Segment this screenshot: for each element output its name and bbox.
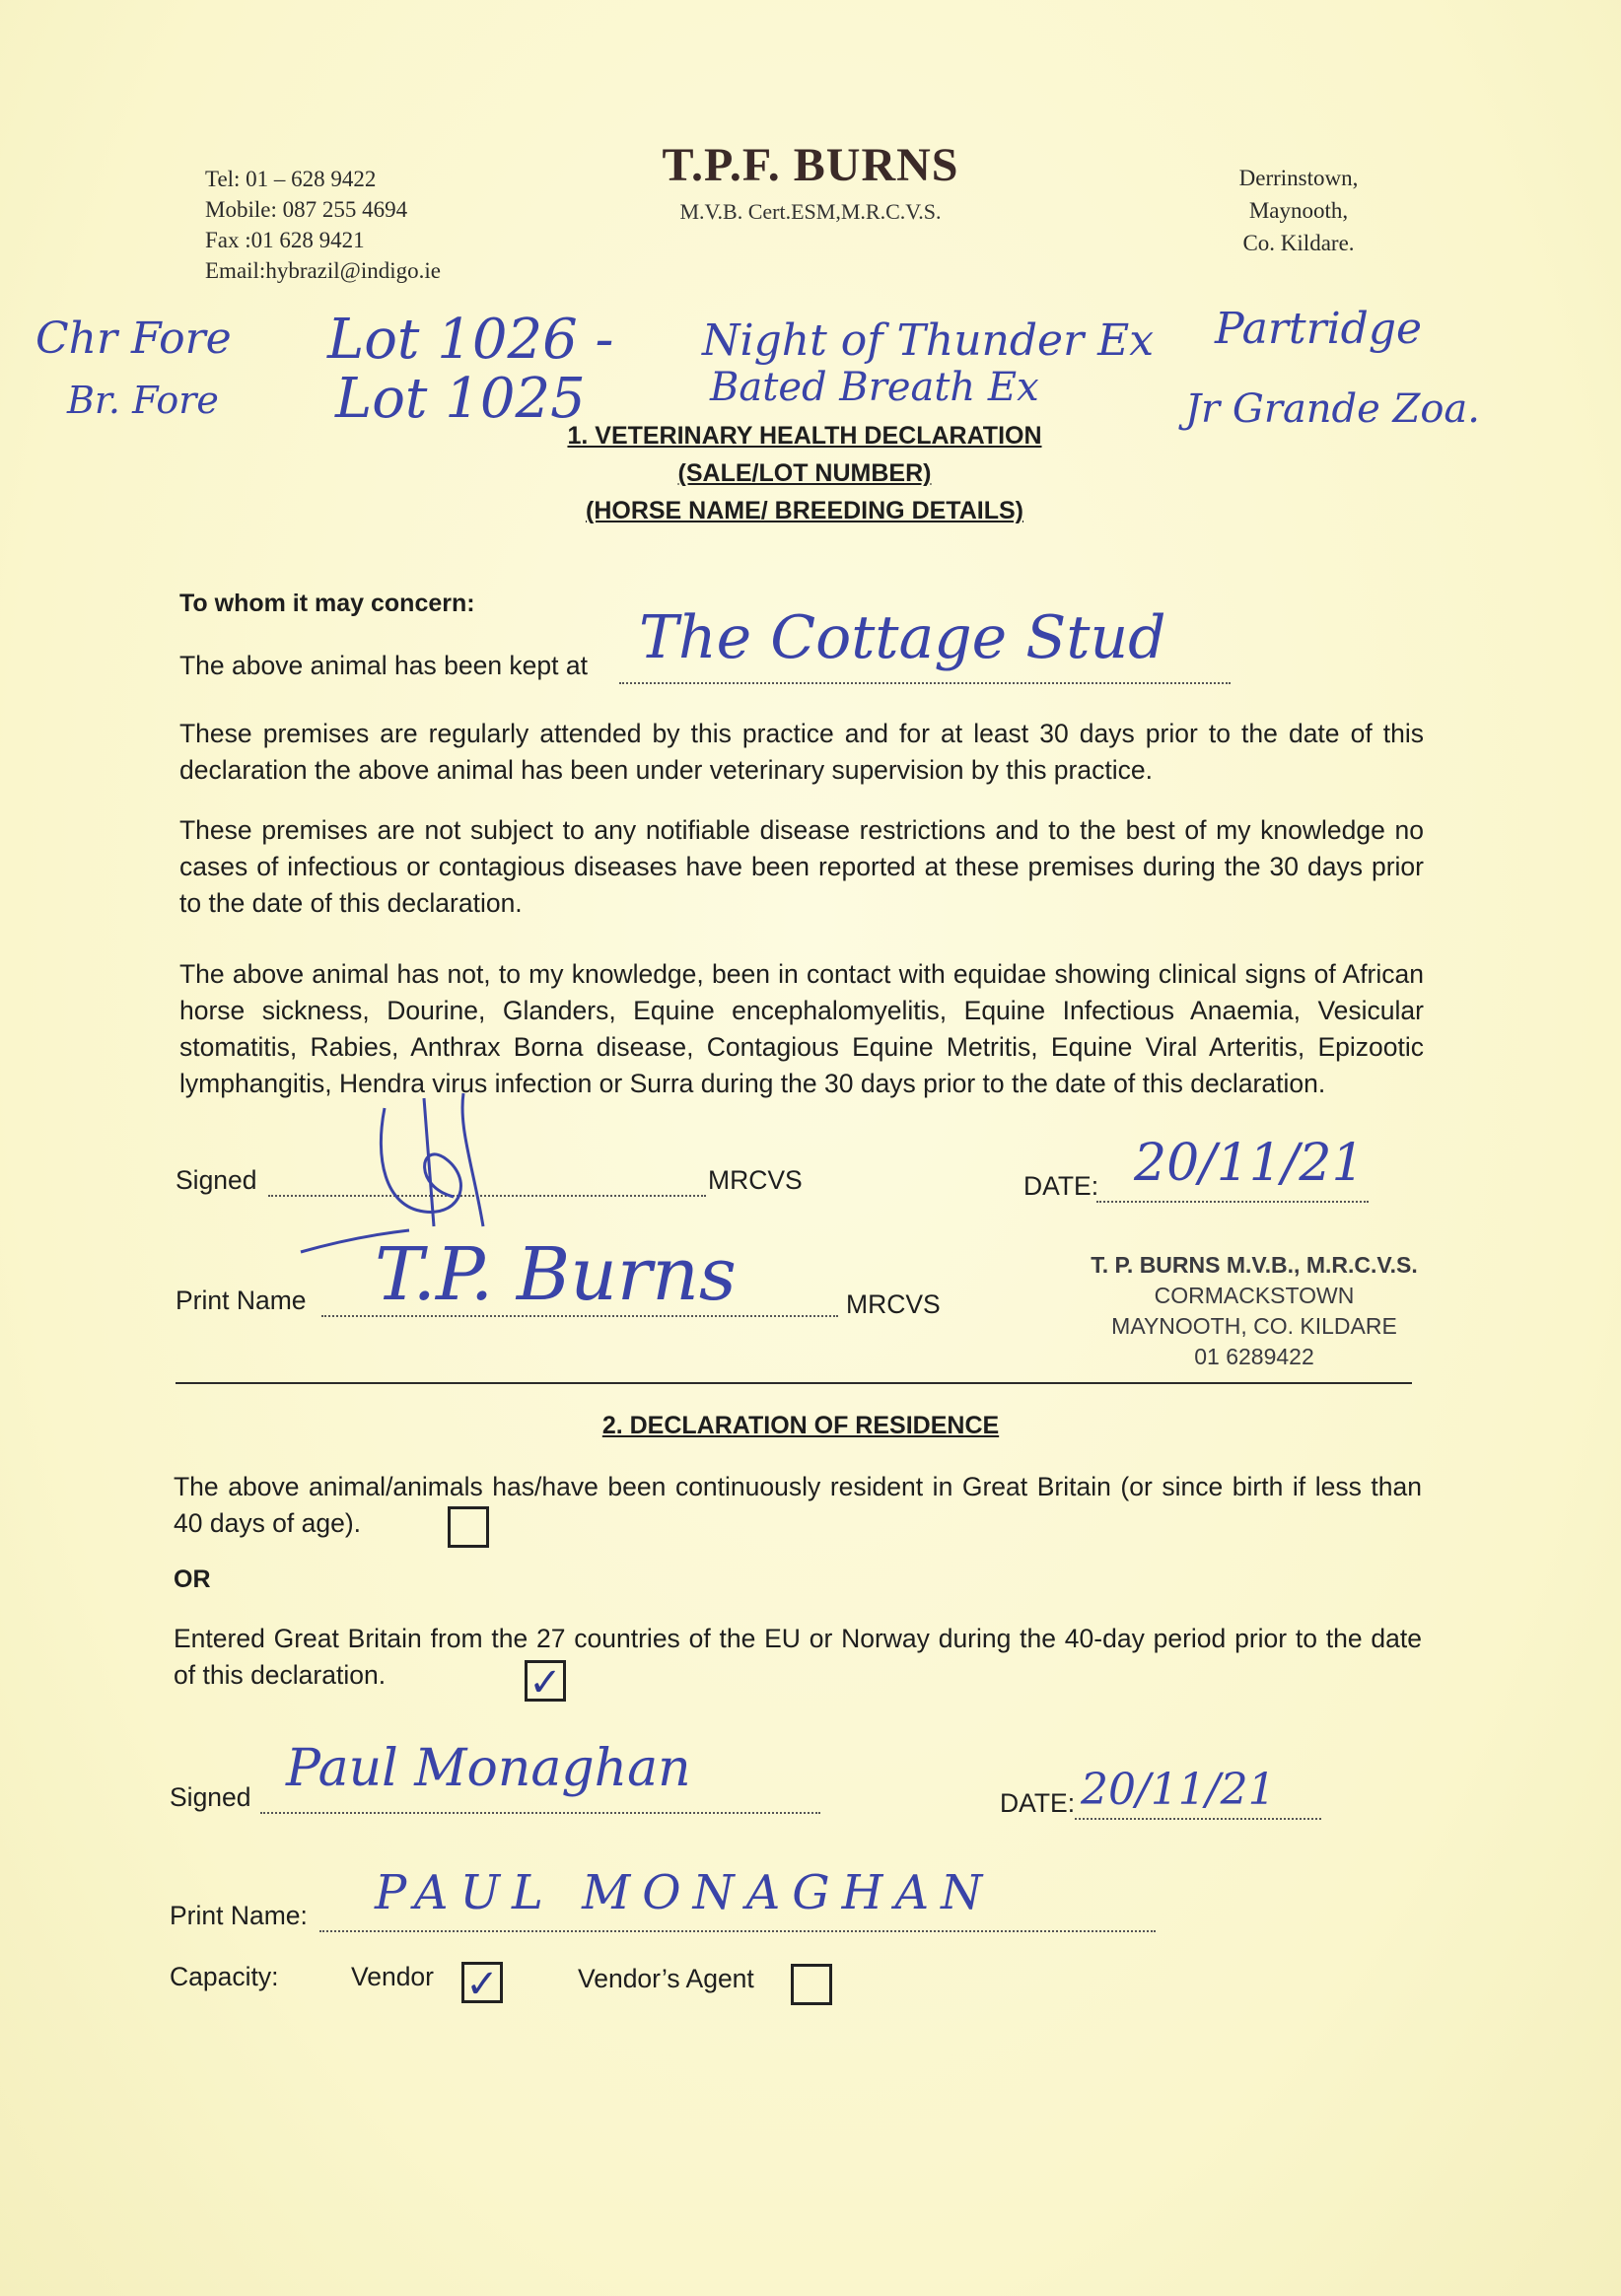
handwritten-dam-1: Partridge bbox=[1215, 304, 1423, 354]
residence-option-1-checkbox[interactable] bbox=[448, 1506, 489, 1548]
stamp-line-3: MAYNOOTH, CO. KILDARE bbox=[1111, 1313, 1397, 1339]
residence-option-2-check: ✓ bbox=[529, 1660, 562, 1705]
vendor-date-label: DATE: bbox=[1000, 1788, 1076, 1818]
handwritten-horse-1: Night of Thunder Ex bbox=[702, 315, 1155, 366]
vet-print-name-value: T.P. Burns bbox=[375, 1232, 737, 1317]
letterhead-fax: Fax :01 628 9421 bbox=[205, 228, 365, 252]
section1-subtitle-sale: (SALE/LOT NUMBER) bbox=[677, 459, 932, 487]
vendor-agent-checkbox[interactable] bbox=[791, 1964, 832, 2005]
capacity-label: Capacity: bbox=[170, 1962, 279, 1991]
handwritten-dam-2: Jr Grande Zoa. bbox=[1185, 386, 1480, 432]
letterhead-email: Email:hybrazil@indigo.ie bbox=[205, 258, 441, 283]
paragraph-attendance: These premises are regularly attended by this practice and for at least 30 days prior to the date of this declaration the above animal has been under veterinary supervision by this practice. bbox=[179, 719, 1424, 785]
paragraph-restrictions: These premises are not subject to any notifiable disease restrictions and to the best of my knowledge no cases of infectious or contagious diseases have been reported at these premises during the 30 days prior to the date of this declaration. bbox=[179, 815, 1424, 918]
letterhead-qualifications: M.V.B. Cert.ESM,M.R.C.V.S. bbox=[679, 199, 942, 224]
handwritten-horse-2: Bated Breath Ex bbox=[710, 365, 1039, 410]
vendor-date-line bbox=[1075, 1816, 1321, 1820]
section1-title: 1. VETERINARY HEALTH DECLARATION bbox=[567, 422, 1042, 450]
vendor-signed-label: Signed bbox=[170, 1782, 251, 1812]
handwritten-lot-2: Lot 1025 bbox=[335, 367, 586, 431]
vendor-signed-line bbox=[260, 1810, 820, 1814]
vendor-signature: Paul Monaghan bbox=[286, 1739, 691, 1798]
vendor-label: Vendor bbox=[351, 1962, 434, 1991]
salutation: To whom it may concern: bbox=[179, 590, 475, 617]
vet-date-label: DATE: bbox=[1023, 1171, 1099, 1201]
vendor-checkbox[interactable] bbox=[461, 1962, 503, 2007]
handwritten-note-left-2: Br. Fore bbox=[67, 379, 219, 422]
section2-title: 2. DECLARATION OF RESIDENCE bbox=[601, 1412, 1000, 1439]
stamp-line-1: T. P. BURNS M.V.B., M.R.C.V.S. bbox=[1091, 1252, 1418, 1278]
vet-mrcvs-label: MRCVS bbox=[708, 1165, 803, 1195]
letterhead-mobile: Mobile: 087 255 4694 bbox=[205, 197, 408, 222]
address-line-1: Derrinstown, bbox=[1238, 166, 1359, 190]
letterhead-tel: Tel: 01 – 628 9422 bbox=[205, 167, 377, 191]
address-line-2: Maynooth, bbox=[1248, 198, 1349, 223]
residence-option-1 bbox=[174, 1469, 1422, 1542]
vendor-agent-label: Vendor’s Agent bbox=[578, 1964, 754, 1993]
residence-option-2-text: Entered Great Britain from the 27 countries of the EU or Norway during the 40-day period prior to the date of this declaration. bbox=[174, 1624, 1422, 1690]
kept-at-value: The Cottage Stud bbox=[639, 603, 1166, 672]
stamp-line-2: CORMACKSTOWN bbox=[1154, 1283, 1355, 1308]
vendor-check: ✓ bbox=[465, 1962, 499, 2007]
vet-stamp bbox=[1067, 1250, 1442, 1372]
vet-signature-stroke bbox=[296, 1222, 414, 1262]
vendor-date-value: 20/11/21 bbox=[1081, 1765, 1276, 1815]
residence-option-2 bbox=[174, 1621, 1422, 1694]
handwritten-lot-1: Lot 1026 - bbox=[327, 308, 614, 372]
vet-print-name-label: Print Name bbox=[176, 1286, 307, 1315]
letterhead-address bbox=[1215, 162, 1382, 259]
vet-mrcvs-label-2: MRCVS bbox=[846, 1289, 941, 1319]
kept-at-line bbox=[619, 680, 1231, 684]
vet-date-line bbox=[1096, 1199, 1369, 1203]
section1-subtitle-horse: (HORSE NAME/ BREEDING DETAILS) bbox=[586, 497, 1023, 524]
kept-at-label: The above animal has been kept at bbox=[179, 651, 588, 680]
vet-signed-label: Signed bbox=[176, 1165, 257, 1195]
or-label: OR bbox=[174, 1565, 211, 1593]
address-line-3: Co. Kildare. bbox=[1242, 231, 1355, 255]
vet-signature-mark bbox=[365, 1088, 503, 1236]
letterhead-name: T.P.F. BURNS bbox=[662, 139, 959, 191]
vet-date-value: 20/11/21 bbox=[1134, 1134, 1365, 1193]
vendor-print-name-label: Print Name: bbox=[170, 1901, 308, 1930]
vendor-print-name-line bbox=[319, 1928, 1156, 1932]
section-divider bbox=[176, 1382, 1412, 1384]
vendor-print-name-value: PAUL MONAGHAN bbox=[375, 1865, 995, 1920]
handwritten-note-left-1: Chr Fore bbox=[35, 313, 232, 364]
stamp-line-4: 01 6289422 bbox=[1194, 1344, 1314, 1369]
residence-option-2-checkbox[interactable] bbox=[525, 1660, 566, 1705]
residence-option-1-text: The above animal/animals has/have been continuously resident in Great Britain (or since birth if less than 40 days of age). bbox=[174, 1472, 1422, 1538]
paragraph-diseases: The above animal has not, to my knowledge, been in contact with equidae showing clinical signs of African horse sickness, Dourine, Glanders, Equine encephalomyelitis, Equine Infectious Anaemia, Vesicular stomatitis, Rabies, Anthrax Borna disease, Contagious Equine Metritis, Equine Viral Arteritis, Epizootic lymphangitis, Hendra virus infection or Surra during the 30 days prior to the date of this declaration. bbox=[179, 959, 1424, 1098]
